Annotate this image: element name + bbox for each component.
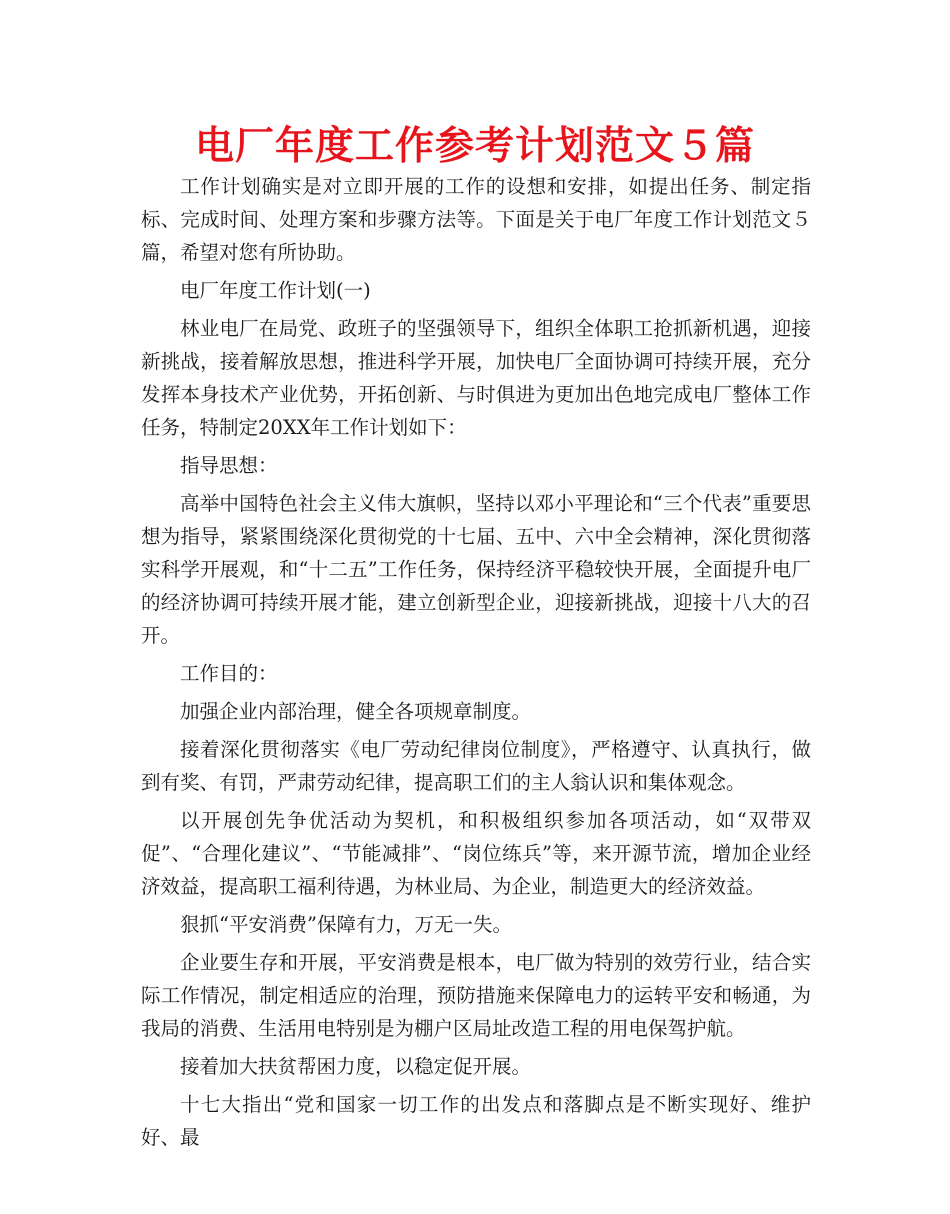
body-paragraph: 企业要生存和开展，平安消费是根本，电厂做为特别的效劳行业，结合实际工作情况，制定相适应的治理，预防措施来保障电力的运转平安和畅通，为我局的消费、生活用电特别是为棚户区局址改造工程的用电保驾护航。 bbox=[141, 951, 811, 1040]
body-paragraph: 接着深化贯彻落实《电厂劳动纪律岗位制度》，严格遵守、认真执行，做到有奖、有罚，严肃劳动纪律，提高职工们的主人翁认识和集体观念。 bbox=[141, 738, 811, 794]
body-paragraph: 狠抓“平安消费”保障有力，万无一失。 bbox=[180, 913, 512, 936]
body-paragraph: 高举中国特色社会主义伟大旗帜，坚持以邓小平理论和“三个代表”重要思想为指导，紧紧围绕深化贯彻党的十七届、五中、六中全会精神，深化贯彻落实科学开展观，和“十二五”工作任务，保持经济平稳较快开展，全面提升电厂的经济协调可持续开展才能，建立创新型企业，迎接新挑战，迎接十八大的召开。 bbox=[141, 492, 811, 647]
subheading-guiding-thought: 指导思想： bbox=[180, 454, 278, 477]
body-paragraph: 林业电厂在局党、政班子的坚强领导下，组织全体职工抢抓新机遇，迎接新挑战，接着解放思想，推进科学开展，加快电厂全面协调可持续开展，充分发挥本身技术产业优势，开拓创新、与时俱进为更加出色地完成电厂整体工作任务，特制定20XX年工作计划如下： bbox=[141, 317, 811, 439]
subheading-work-goal: 工作目的： bbox=[180, 662, 278, 685]
body-paragraph: 接着加大扶贫帮困力度，以稳定促开展。 bbox=[180, 1055, 532, 1078]
document-body bbox=[141, 170, 811, 1159]
intro-paragraph: 工作计划确实是对立即开展的工作的设想和安排，如提出任务、制定指标、完成时间、处理方案和步骤方法等。下面是关于电厂年度工作计划范文５篇，希望对您有所协助。 bbox=[141, 175, 811, 264]
document-title: 电厂年度工作参考计划范文５篇 bbox=[194, 124, 755, 169]
section-heading: 电厂年度工作计划(一) bbox=[180, 279, 371, 302]
body-paragraph: 加强企业内部治理，健全各项规章制度。 bbox=[180, 700, 532, 723]
body-paragraph: 十七大指出“党和国家一切工作的出发点和落脚点是不断实现好、维护好、最 bbox=[141, 1093, 811, 1149]
body-paragraph: 以开展创先争优活动为契机，和积极组织参加各项活动，如“双带双促”、“合理化建议”、“节能减排”、“岗位练兵”等，来开源节流，增加企业经济效益，提高职工福利待遇，为林业局、为企业，制造更大的经济效益。 bbox=[141, 809, 811, 898]
